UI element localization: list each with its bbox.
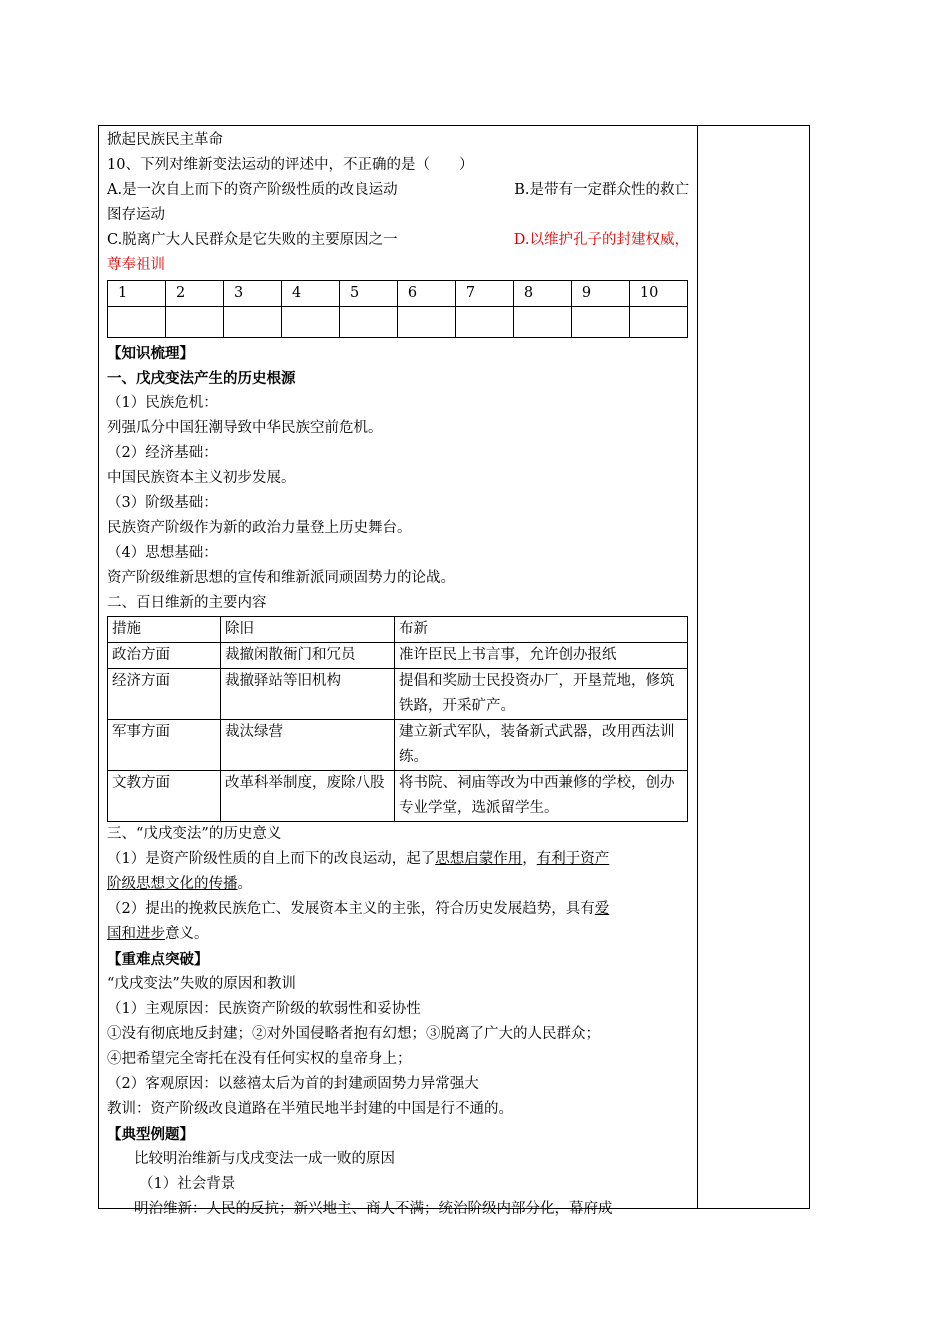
- header-cell: 除旧: [221, 617, 395, 643]
- answer-number: 4: [281, 281, 339, 307]
- header-cell: 布新: [395, 617, 688, 643]
- answer-number: 2: [165, 281, 223, 307]
- difficulty-title: “戊戌变法”失败的原因和教训: [107, 976, 296, 992]
- difficulty-line: ①没有彻底地反封建；②对外国侵略者抱有幻想；③脱离了广大的人民群众；: [107, 1026, 600, 1042]
- item-label: （2）经济基础：: [107, 445, 218, 461]
- significance-line: [107, 897, 689, 922]
- difficulty-line: 教训：资产阶级改良道路在半殖民地半封建的中国是行不通的。: [107, 1101, 513, 1117]
- section-title-significance: 三、“戊戌变法”的历史意义: [107, 826, 282, 842]
- underlined-term: 思想启蒙作用: [435, 851, 523, 867]
- text-span: 。: [237, 876, 252, 892]
- answer-blank-row: [108, 307, 688, 338]
- answer-cell[interactable]: [629, 307, 687, 338]
- table-row: [108, 643, 688, 669]
- table-cell: 裁撤闲散衙门和冗员: [221, 643, 395, 669]
- significance-line: [107, 872, 689, 897]
- reform-table: [107, 616, 688, 822]
- table-cell: 准许臣民上书言事，允许创办报纸: [395, 643, 688, 669]
- table-cell: 裁汰绿营: [221, 720, 395, 771]
- answer-cell[interactable]: [281, 307, 339, 338]
- table-cell: 军事方面: [108, 720, 221, 771]
- significance-line: [107, 847, 689, 872]
- text-span: 意义。: [165, 926, 209, 942]
- answer-number: 8: [513, 281, 571, 307]
- text-span: （1）是资产阶级性质的自上而下的改良运动，起了: [107, 851, 436, 867]
- answer-number-row: [108, 281, 688, 307]
- item-label: （1）民族危机：: [107, 395, 218, 411]
- item-text: 资产阶级维新思想的宣传和维新派同顽固势力的论战。: [107, 570, 455, 586]
- significance-line: [107, 922, 689, 947]
- q10-options-ab: [107, 178, 689, 203]
- option-b: B.是带有一定群众性的救亡: [514, 182, 689, 198]
- difficulty-line: （2）客观原因：以慈禧太后为首的封建顽固势力异常强大: [107, 1076, 479, 1092]
- item-label: （4）思想基础：: [107, 545, 218, 561]
- example-line: 明治维新：人民的反抗；新兴地主、商人不满；统治阶级内部分化，幕府成: [134, 1201, 613, 1217]
- answer-number: 6: [397, 281, 455, 307]
- answer-number: 7: [455, 281, 513, 307]
- section-heading-knowledge: 【知识梳理】: [107, 345, 194, 362]
- example-line: 比较明治维新与戊戌变法一成一败的原因: [134, 1151, 395, 1167]
- table-row: [108, 720, 688, 771]
- answer-cell[interactable]: [513, 307, 571, 338]
- main-column: [107, 128, 689, 1222]
- answer-cell[interactable]: [223, 307, 281, 338]
- answer-number: 5: [339, 281, 397, 307]
- header-cell: 措施: [108, 617, 221, 643]
- answer-cell[interactable]: [571, 307, 629, 338]
- section-heading-example: 【典型例题】: [107, 1126, 194, 1143]
- table-row: [108, 771, 688, 822]
- table-cell: 文教方面: [108, 771, 221, 822]
- difficulty-line: ④把希望完全寄托在没有任何实权的皇帝身上；: [107, 1051, 412, 1067]
- table-cell: 裁撤驿站等旧机构: [221, 669, 395, 720]
- option-a: A.是一次自上而下的资产阶级性质的改良运动: [107, 182, 398, 198]
- answer-cell[interactable]: [455, 307, 513, 338]
- item-label: （3）阶级基础：: [107, 495, 218, 511]
- option-c: C.脱离广大人民群众是它失败的主要原因之一: [107, 232, 398, 248]
- answer-number: 9: [571, 281, 629, 307]
- underlined-term: 爱: [594, 901, 610, 917]
- section-title-origins: 一、戊戌变法产生的历史根源: [107, 370, 296, 387]
- item-text: 中国民族资本主义初步发展。: [107, 470, 296, 486]
- answer-number: 3: [223, 281, 281, 307]
- answer-cell[interactable]: [397, 307, 455, 338]
- table-cell: 经济方面: [108, 669, 221, 720]
- text-span: ，: [522, 851, 537, 867]
- answer-table: [107, 280, 688, 338]
- reform-header-row: [108, 617, 688, 643]
- answer-cell[interactable]: [108, 307, 166, 338]
- answer-cell[interactable]: [339, 307, 397, 338]
- option-d-continued: 尊奉祖训: [107, 257, 165, 273]
- table-cell: 改革科举制度，废除八股: [221, 771, 395, 822]
- table-cell: 将书院、祠庙等改为中西兼修的学校，创办专业学堂，选派留学生。: [395, 771, 688, 822]
- section-heading-difficulty: 【重难点突破】: [107, 951, 209, 968]
- option-b-continued: 图存运动: [107, 207, 165, 223]
- option-d-answer: D.以维护孔子的封建权威，: [513, 232, 689, 248]
- example-line: （1）社会背景: [139, 1176, 236, 1192]
- question-10: 10、下列对维新变法运动的评述中，不正确的是（ ）: [107, 157, 474, 173]
- underlined-term: 有利于资产: [536, 851, 610, 867]
- underlined-term: 国和进步: [107, 926, 165, 942]
- item-text: 列强瓜分中国狂潮导致中华民族空前危机。: [107, 420, 383, 436]
- answer-number: 10: [629, 281, 687, 307]
- table-cell: 提倡和奖励士民投资办厂，开垦荒地，修筑铁路，开采矿产。: [395, 669, 688, 720]
- table-row: [108, 669, 688, 720]
- table-cell: 政治方面: [108, 643, 221, 669]
- item-text: 民族资产阶级作为新的政治力量登上历史舞台。: [107, 520, 412, 536]
- table-cell: 建立新式军队，装备新式武器，改用西法训练。: [395, 720, 688, 771]
- text-line: 掀起民族民主革命: [107, 132, 223, 148]
- answer-cell[interactable]: [165, 307, 223, 338]
- answer-number: 1: [108, 281, 166, 307]
- underlined-term: 阶级思想文化的传播: [107, 876, 238, 892]
- text-span: （2）提出的挽救民族危亡、发展资本主义的主张，符合历史发展趋势，具有: [107, 901, 595, 917]
- difficulty-line: （1）主观原因：民族资产阶级的软弱性和妥协性: [107, 1001, 421, 1017]
- column-divider: [697, 126, 698, 1208]
- section-title-content: 二、百日维新的主要内容: [107, 595, 267, 611]
- q10-options-cd: [107, 228, 689, 253]
